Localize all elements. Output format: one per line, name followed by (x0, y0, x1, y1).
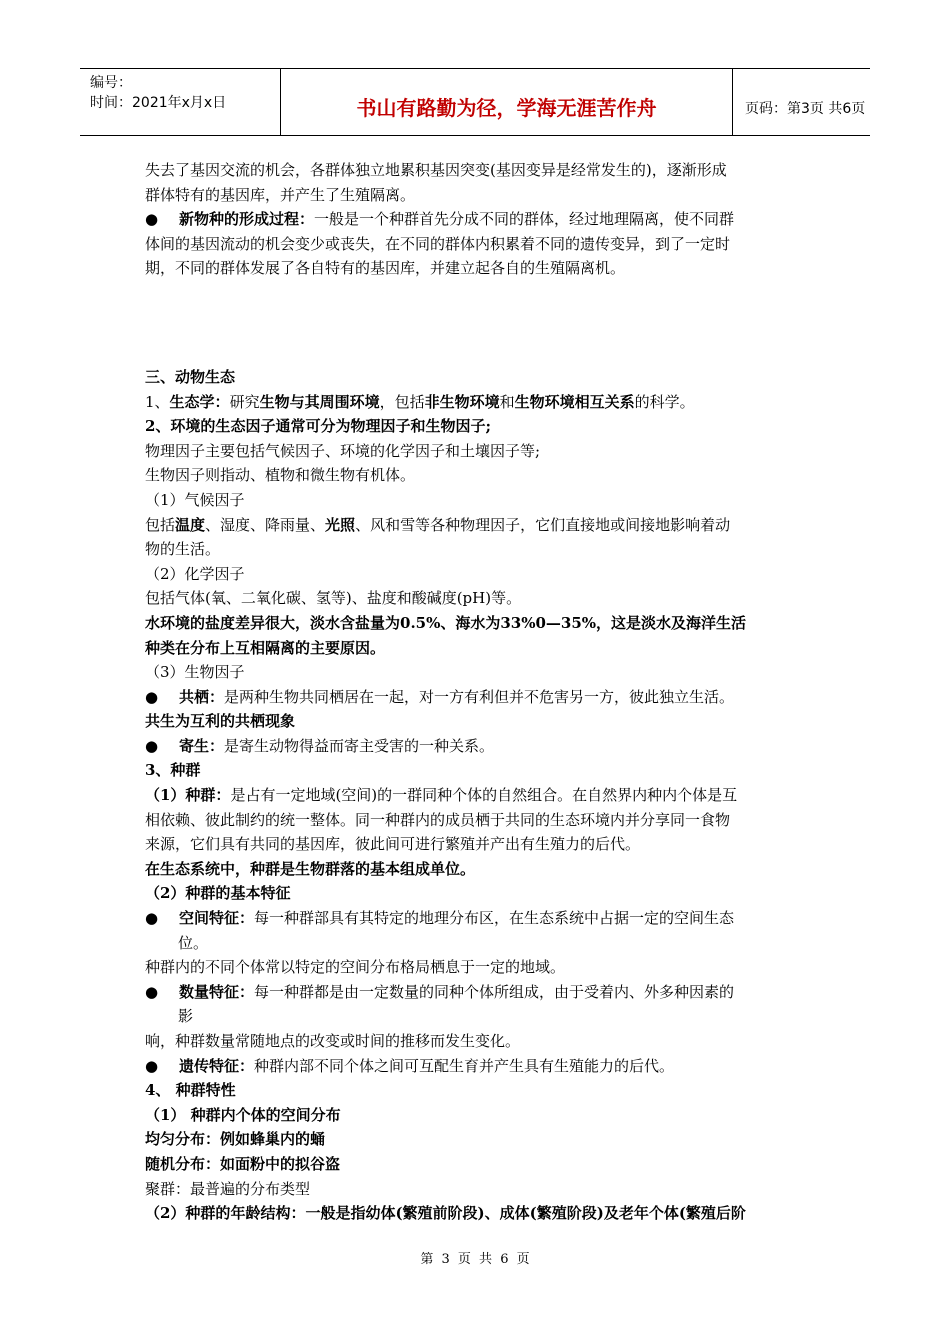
bold-text: 新物种的形成过程： (179, 210, 315, 229)
bold-text: 生物环境相互关系 (514, 392, 635, 411)
text-line (145, 709, 811, 734)
text-line (145, 611, 811, 636)
text-line (145, 537, 811, 562)
bold-text: 生物与其周围环境 (259, 392, 380, 411)
text-run: 研究 (229, 392, 260, 411)
text-run: 每一种群都是由一定数量的同种个体所组成，由于受着内、外多种因素的 (254, 982, 735, 1001)
text-line (145, 783, 811, 808)
text-line (145, 365, 811, 390)
text-line (145, 183, 811, 208)
text-run: 、风和雪等各种物理因子，它们直接地或间接地影响着动 (355, 515, 731, 534)
bold-text: （2）种群的基本特征 (145, 884, 291, 903)
bold-text: 在生态系统中，种群是生物群落的基本组成单位。 (145, 859, 476, 878)
page-header (80, 68, 870, 136)
bullet-icon: ● (145, 687, 159, 706)
text-run: 期，不同的群体发展了各自特有的基因库，并建立起各自的生殖隔离机。 (145, 259, 626, 278)
text-line (145, 857, 811, 882)
text-run: 一般是一个种群首先分成不同的群体，经过地理隔离，使不同群 (314, 210, 735, 229)
text-line (145, 1004, 811, 1029)
text-run: 群体特有的基因库，并产生了生殖隔离。 (145, 185, 416, 204)
bold-text: （1） 种群内个体的空间分布 (145, 1105, 341, 1124)
bold-text: 光照 (325, 515, 356, 534)
text-run: 种群内的不同个体常以特定的空间分布格局栖息于一定的地域。 (145, 958, 566, 977)
text-line (145, 390, 811, 415)
bold-text: 随机分布：如面粉中的拟谷盗 (145, 1154, 341, 1173)
text-run: 包括 (145, 515, 176, 534)
page-footer: 第 3 页 共 6 页 (420, 1252, 530, 1267)
text-line (145, 256, 811, 281)
text-line (145, 758, 811, 783)
bold-text: 3、种群 (145, 761, 201, 780)
text-line (145, 207, 811, 232)
bold-text: 4、 种群特性 (145, 1081, 236, 1100)
bold-text: 寄生： (179, 736, 225, 755)
bold-text: 非生物环境 (424, 392, 500, 411)
text-line (145, 562, 811, 587)
text-line (145, 1127, 811, 1152)
text-line (145, 1078, 811, 1103)
bold-text: 均匀分布：例如蜂巢内的蛹 (145, 1130, 326, 1149)
bullet-icon: ● (145, 982, 159, 1001)
text-line (145, 931, 811, 956)
text-line (145, 586, 811, 611)
text-line (145, 488, 811, 513)
text-line (145, 955, 811, 980)
text-run: 、湿度、降雨量、 (205, 515, 326, 534)
date-label: 时间：2021年x月x日 (90, 95, 227, 111)
text-line (145, 1103, 811, 1128)
bold-text: （2）种群的年龄结构：一般是指幼体(繁殖前阶段)、成体(繁殖阶段)及老年个体(繁殖后阶 (145, 1204, 746, 1223)
text-run: 的科学。 (634, 392, 695, 411)
text-line (145, 881, 811, 906)
text-line (145, 685, 811, 710)
text-line (145, 808, 811, 833)
text-line (145, 513, 811, 538)
text-line (145, 463, 811, 488)
text-run: 来源，它们具有共同的基因库，彼此间可进行繁殖并产出有生殖力的后代。 (145, 835, 641, 854)
bullet-icon: ● (145, 210, 159, 229)
text-line (145, 1054, 811, 1079)
text-run: （2）化学因子 (145, 564, 245, 583)
bold-text: 数量特征： (179, 982, 255, 1001)
text-run: 每一种群部具有其特定的地理分布区，在生态系统中占据一定的空间生态 (254, 909, 735, 928)
text-run: 物理因子主要包括气候因子、环境的化学因子和土壤因子等; (145, 441, 541, 460)
bullet-icon: ● (145, 736, 159, 755)
text-run: 位。 (178, 933, 209, 952)
text-run: 1、 (145, 392, 170, 411)
text-run: 是占有一定地域(空间)的一群同种个体的自然组合。在自然界内种内个体是互 (230, 786, 738, 805)
text-run: 包括气体(氧、二氧化碳、氢等)、盐度和酸碱度(pH)等。 (145, 589, 522, 608)
text-run: 相依赖、彼此制约的统一整体。同一种群内的成员栖于共同的生态环境内并分享同一食物 (145, 810, 731, 829)
bold-text: 种类在分布上互相隔离的主要原因。 (145, 638, 386, 657)
text-run: 聚群：最普遍的分布类型 (145, 1179, 311, 1198)
bold-text: 生态学： (169, 392, 230, 411)
header-page-code: 页码：第3页 共6页 (745, 101, 866, 117)
text-line (145, 1029, 811, 1054)
text-line (145, 232, 811, 257)
bullet-icon: ● (145, 1056, 159, 1075)
text-run: 和 (499, 392, 515, 411)
bold-text: 共生为互利的共栖现象 (145, 712, 296, 731)
text-line (145, 636, 811, 661)
bold-text: （1）种群： (145, 786, 231, 805)
bold-text: 遗传特征： (179, 1056, 255, 1075)
number-label: 编号： (90, 75, 132, 91)
bullet-icon: ● (145, 909, 159, 928)
text-line (145, 980, 811, 1005)
text-line (145, 734, 811, 759)
bold-text: 温度 (175, 515, 206, 534)
text-line (145, 158, 811, 183)
text-run: （3）生物因子 (145, 663, 245, 682)
text-run: 是两种生物共同栖居在一起，对一方有利但并不危害另一方，彼此独立生活。 (224, 687, 735, 706)
text-line (145, 832, 811, 857)
text-run: 种群内部不同个体之间可互配生育并产生具有生殖能力的后代。 (254, 1056, 675, 1075)
text-line (145, 439, 811, 464)
header-info-cell (80, 69, 281, 135)
text-run: 响，种群数量常随地点的改变或时间的推移而发生变化。 (145, 1032, 521, 1050)
bold-text: 2、环境的生态因子通常可分为物理因子和生物因子; (145, 417, 491, 436)
bold-text: 共栖： (179, 687, 225, 706)
text-run: 物的生活。 (145, 540, 221, 559)
text-run: （1）气候因子 (145, 490, 245, 509)
section-gap (145, 281, 811, 365)
bold-text: 空间特征： (179, 909, 255, 928)
text-run: 是寄生动物得益而寄主受害的一种关系。 (224, 736, 495, 755)
text-line (145, 414, 811, 439)
text-line (145, 906, 811, 931)
text-run: 影 (178, 1007, 194, 1026)
bold-text: 三、动物生态 (145, 367, 236, 386)
text-run: ，包括 (379, 392, 425, 411)
text-line (145, 1177, 811, 1202)
text-line (145, 660, 811, 685)
text-run: 体间的基因流动的机会变少或丧失，在不同的群体内积累着不同的遗传变异，到了一定时 (145, 234, 731, 253)
text-line (145, 1201, 811, 1226)
bold-text: 水环境的盐度差异很大，淡水含盐量为0.5%、海水为33%0—35%，这是淡水及海洋生活 (145, 613, 747, 632)
text-line (145, 1152, 811, 1177)
document-body (145, 158, 811, 1226)
header-motto: 书山有路勤为径，学海无涯苦作舟 (281, 69, 733, 135)
text-run: 失去了基因交流的机会，各群体独立地累积基因突变(基因变异是经常发生的)，逐渐形成 (145, 161, 727, 179)
text-run: 生物因子则指动、植物和微生物有机体。 (145, 466, 416, 485)
